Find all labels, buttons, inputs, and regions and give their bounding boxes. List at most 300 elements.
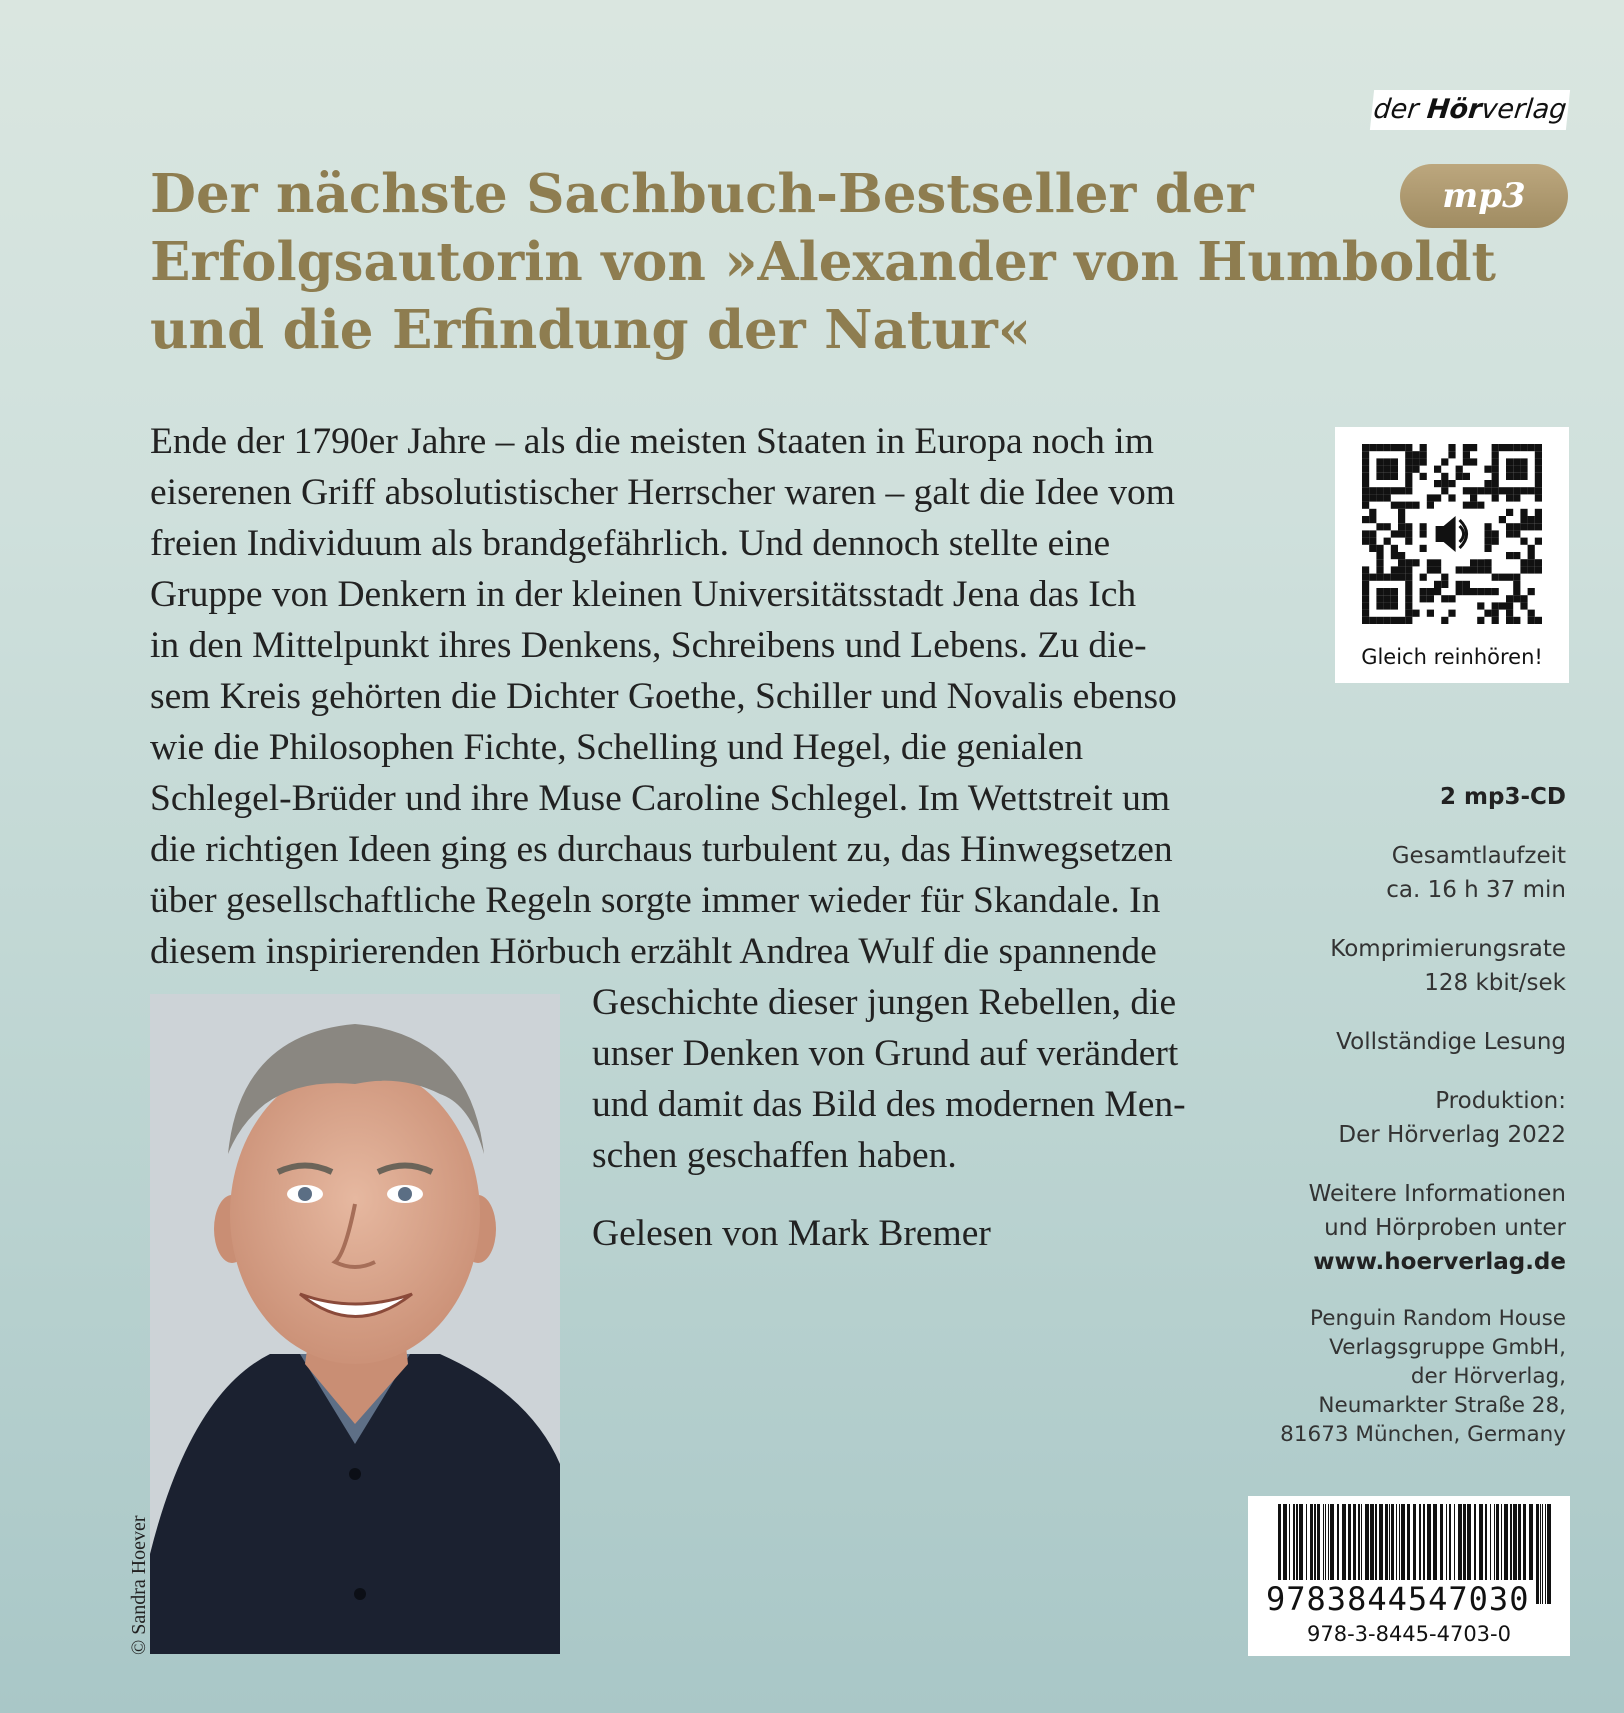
- qr-module: [1398, 574, 1405, 581]
- qr-module: [1376, 566, 1383, 573]
- qr-module: [1369, 509, 1376, 516]
- qr-module: [1528, 552, 1535, 559]
- qr-module: [1528, 610, 1535, 617]
- qr-module: [1520, 509, 1527, 516]
- headline-line: Der nächste Sachbuch-Bestseller der: [150, 163, 1254, 225]
- qr-module: [1441, 480, 1448, 487]
- qr-module: [1477, 487, 1484, 494]
- qr-module: [1448, 494, 1455, 501]
- qr-module: [1463, 588, 1470, 595]
- qr-module: [1391, 444, 1398, 451]
- qr-module: [1420, 473, 1427, 480]
- qr-module: [1369, 530, 1376, 537]
- qr-module: [1376, 466, 1383, 473]
- qr-module: [1376, 444, 1383, 451]
- qr-module: [1520, 473, 1527, 480]
- qr-module: [1484, 523, 1491, 530]
- qr-module: [1362, 566, 1369, 573]
- qr-module: [1477, 502, 1484, 509]
- qr-module: [1499, 516, 1506, 523]
- barcode-bar: [1545, 1504, 1546, 1604]
- qr-module: [1499, 487, 1506, 494]
- qr-module: [1398, 566, 1405, 573]
- qr-module: [1362, 602, 1369, 609]
- qr-module: [1499, 574, 1506, 581]
- qr-module: [1420, 523, 1427, 530]
- qr-module: [1463, 487, 1470, 494]
- qr-module: [1470, 494, 1477, 501]
- qr-module: [1405, 480, 1412, 487]
- qr-module: [1441, 581, 1448, 588]
- qr-module: [1484, 545, 1491, 552]
- qr-module: [1477, 566, 1484, 573]
- qr-module: [1448, 480, 1455, 487]
- qr-module: [1384, 574, 1391, 581]
- qr-module: [1412, 458, 1419, 465]
- description-line: über gesellschaftliche Regeln sorgte immer wieder für Skandale. In: [150, 880, 1161, 921]
- qr-module: [1528, 516, 1535, 523]
- qr-module: [1528, 545, 1535, 552]
- description-line: wie die Philosophen Fichte, Schelling und Hegel, die genialen: [150, 727, 1084, 768]
- qr-module: [1535, 451, 1542, 458]
- barcode-bar: [1547, 1504, 1551, 1604]
- qr-module: [1492, 617, 1499, 624]
- qr-module: [1376, 602, 1383, 609]
- qr-module: [1520, 523, 1527, 530]
- qr-module: [1456, 588, 1463, 595]
- qr-module: [1376, 494, 1383, 501]
- qr-module: [1405, 444, 1412, 451]
- runtime-label: Gesamtlaufzeit: [1391, 843, 1566, 869]
- qr-module: [1506, 602, 1513, 609]
- narrator-photo: [150, 994, 560, 1654]
- qr-module: [1463, 473, 1470, 480]
- qr-module: [1535, 458, 1542, 465]
- qr-module: [1369, 487, 1376, 494]
- qr-caption: Gleich reinhören!: [1361, 645, 1543, 669]
- qr-module: [1369, 545, 1376, 552]
- qr-module: [1492, 494, 1499, 501]
- qr-module: [1405, 588, 1412, 595]
- qr-module: [1484, 487, 1491, 494]
- qr-module: [1528, 617, 1535, 624]
- qr-module: [1412, 559, 1419, 566]
- qr-module: [1405, 487, 1412, 494]
- qr-module: [1376, 458, 1383, 465]
- qr-module: [1405, 523, 1412, 530]
- qr-module: [1362, 451, 1369, 458]
- qr-module: [1405, 602, 1412, 609]
- qr-module: [1398, 617, 1405, 624]
- qr-module: [1470, 588, 1477, 595]
- qr-module: [1448, 595, 1455, 602]
- qr-module: [1484, 610, 1491, 617]
- qr-module: [1513, 473, 1520, 480]
- qr-module: [1528, 588, 1535, 595]
- address-line: 81673 München, Germany: [1280, 1422, 1566, 1447]
- description-continued: [592, 977, 1272, 1181]
- qr-module: [1506, 458, 1513, 465]
- qr-module: [1520, 595, 1527, 602]
- qr-module: [1420, 530, 1427, 537]
- qr-module: [1405, 538, 1412, 545]
- qr-module: [1420, 458, 1427, 465]
- qr-module: [1391, 588, 1398, 595]
- qr-module: [1376, 588, 1383, 595]
- qr-module: [1376, 487, 1383, 494]
- format-label: 2 mp3-CD: [1440, 784, 1566, 810]
- qr-module: [1513, 466, 1520, 473]
- qr-module: [1484, 538, 1491, 545]
- bitrate-label: Komprimierungsrate: [1330, 936, 1566, 962]
- description-line: unser Denken von Grund auf verändert: [592, 1033, 1179, 1074]
- mp3-format-badge: mp3: [1400, 164, 1568, 228]
- qr-module: [1492, 588, 1499, 595]
- qr-module: [1520, 559, 1527, 566]
- qr-module: [1528, 487, 1535, 494]
- qr-module: [1441, 458, 1448, 465]
- qr-module: [1384, 617, 1391, 624]
- qr-module: [1376, 545, 1383, 552]
- qr-module: [1420, 444, 1427, 451]
- qr-module: [1369, 574, 1376, 581]
- qr-module: [1441, 473, 1448, 480]
- qr-module: [1513, 487, 1520, 494]
- qr-module: [1513, 530, 1520, 537]
- qr-module: [1362, 502, 1369, 509]
- qr-module: [1492, 602, 1499, 609]
- qr-module: [1398, 502, 1405, 509]
- qr-module: [1384, 458, 1391, 465]
- qr-module: [1506, 494, 1513, 501]
- qr-module: [1362, 581, 1369, 588]
- qr-module: [1448, 451, 1455, 458]
- qr-module: [1528, 444, 1535, 451]
- qr-code[interactable]: [1335, 427, 1569, 637]
- qr-module: [1412, 610, 1419, 617]
- qr-module: [1506, 466, 1513, 473]
- description-line: Geschichte dieser jungen Rebellen, die: [592, 982, 1177, 1023]
- qr-module: [1376, 473, 1383, 480]
- qr-module: [1506, 509, 1513, 516]
- qr-module: [1506, 444, 1513, 451]
- qr-module: [1412, 502, 1419, 509]
- qr-module: [1484, 559, 1491, 566]
- qr-module: [1513, 458, 1520, 465]
- qr-module: [1506, 595, 1513, 602]
- qr-code-panel[interactable]: [1335, 427, 1569, 683]
- qr-module: [1463, 566, 1470, 573]
- qr-module: [1492, 466, 1499, 473]
- speaker-icon: [1427, 509, 1485, 559]
- qr-module: [1391, 545, 1398, 552]
- qr-module: [1463, 451, 1470, 458]
- qr-module: [1535, 538, 1542, 545]
- qr-module: [1405, 610, 1412, 617]
- qr-module: [1405, 581, 1412, 588]
- qr-module: [1528, 566, 1535, 573]
- qr-module: [1427, 502, 1434, 509]
- qr-module: [1362, 466, 1369, 473]
- qr-module: [1535, 473, 1542, 480]
- qr-module: [1398, 559, 1405, 566]
- headline-line: Erfolgsautorin von »Alexander von Humboldt: [150, 231, 1497, 293]
- runtime-value: ca. 16 h 37 min: [1386, 877, 1566, 903]
- qr-module: [1528, 559, 1535, 566]
- edition-label: Vollständige Lesung: [1336, 1029, 1566, 1055]
- qr-module: [1434, 588, 1441, 595]
- qr-module: [1535, 487, 1542, 494]
- qr-module: [1391, 502, 1398, 509]
- qr-module: [1398, 516, 1405, 523]
- description-line: die richtigen Ideen ging es durchaus turbulent zu, das Hinwegsetzen: [150, 829, 1173, 870]
- qr-module: [1506, 552, 1513, 559]
- qr-module: [1535, 566, 1542, 573]
- address-line: Penguin Random House: [1310, 1306, 1566, 1331]
- description-line: in den Mittelpunkt ihres Denkens, Schreibens und Lebens. Zu die-: [150, 625, 1147, 666]
- qr-module: [1369, 516, 1376, 523]
- qr-module: [1405, 473, 1412, 480]
- qr-module: [1384, 444, 1391, 451]
- qr-module: [1362, 610, 1369, 617]
- qr-module: [1405, 466, 1412, 473]
- qr-module: [1391, 617, 1398, 624]
- qr-module: [1362, 588, 1369, 595]
- ean-number: 9783844547030: [1262, 1580, 1533, 1618]
- qr-module: [1412, 466, 1419, 473]
- qr-module: [1441, 595, 1448, 602]
- qr-module: [1398, 552, 1405, 559]
- description-line: freien Individuum als brandgefährlich. Und dennoch stellte eine: [150, 523, 1111, 564]
- isbn-number: 978-3-8445-4703-0: [1306, 1622, 1511, 1646]
- qr-module: [1470, 566, 1477, 573]
- qr-module: [1470, 487, 1477, 494]
- qr-module: [1506, 473, 1513, 480]
- qr-module: [1477, 588, 1484, 595]
- qr-module: [1391, 602, 1398, 609]
- qr-module: [1362, 458, 1369, 465]
- qr-module: [1513, 588, 1520, 595]
- qr-module: [1535, 480, 1542, 487]
- qr-module: [1398, 530, 1405, 537]
- qr-module: [1362, 444, 1369, 451]
- qr-module: [1405, 502, 1412, 509]
- info-line: und Hörproben unter: [1324, 1215, 1566, 1241]
- qr-module: [1405, 451, 1412, 458]
- qr-module: [1376, 595, 1383, 602]
- barcode-bar: [1540, 1504, 1541, 1604]
- qr-module: [1456, 566, 1463, 573]
- product-details: [1246, 780, 1566, 1474]
- qr-module: [1384, 523, 1391, 530]
- qr-module: [1412, 451, 1419, 458]
- qr-module: [1398, 523, 1405, 530]
- qr-module: [1391, 487, 1398, 494]
- qr-module: [1492, 610, 1499, 617]
- qr-module: [1362, 487, 1369, 494]
- qr-module: [1362, 595, 1369, 602]
- qr-module: [1434, 480, 1441, 487]
- qr-module: [1434, 566, 1441, 573]
- qr-module: [1369, 444, 1376, 451]
- qr-module: [1477, 617, 1484, 624]
- barcode-panel: [1248, 1496, 1570, 1656]
- qr-module: [1520, 566, 1527, 573]
- qr-module: [1520, 538, 1527, 545]
- description-line: Schlegel-Brüder und ihre Muse Caroline Schlegel. Im Wettstreit um: [150, 778, 1171, 819]
- qr-module: [1369, 494, 1376, 501]
- qr-module: [1405, 617, 1412, 624]
- qr-module: [1391, 552, 1398, 559]
- qr-module: [1376, 523, 1383, 530]
- qr-module: [1492, 451, 1499, 458]
- qr-module: [1492, 487, 1499, 494]
- qr-module: [1398, 444, 1405, 451]
- qr-module: [1484, 530, 1491, 537]
- address-line: Verlagsgruppe GmbH,: [1329, 1335, 1566, 1360]
- qr-module: [1376, 617, 1383, 624]
- qr-module: [1499, 444, 1506, 451]
- qr-module: [1456, 466, 1463, 473]
- qr-module: [1391, 473, 1398, 480]
- qr-module: [1384, 538, 1391, 545]
- qr-module: [1535, 516, 1542, 523]
- description-line: Ende der 1790er Jahre – als die meisten Staaten in Europa noch im: [150, 421, 1154, 462]
- qr-module: [1420, 451, 1427, 458]
- qr-module: [1398, 487, 1405, 494]
- qr-module: [1513, 444, 1520, 451]
- qr-module: [1535, 523, 1542, 530]
- qr-module: [1362, 473, 1369, 480]
- qr-module: [1535, 444, 1542, 451]
- qr-module: [1484, 588, 1491, 595]
- qr-module: [1391, 574, 1398, 581]
- qr-module: [1470, 502, 1477, 509]
- qr-module: [1520, 458, 1527, 465]
- qr-module: [1362, 516, 1369, 523]
- narrator-credit: Gelesen von Mark Bremer: [592, 1213, 991, 1254]
- qr-module: [1441, 574, 1448, 581]
- qr-module: [1369, 538, 1376, 545]
- production-value: Der Hörverlag 2022: [1338, 1122, 1566, 1148]
- qr-module: [1448, 610, 1455, 617]
- qr-module: [1427, 494, 1434, 501]
- qr-module: [1470, 444, 1477, 451]
- barcode-bar: [1542, 1504, 1543, 1604]
- qr-module: [1463, 581, 1470, 588]
- bitrate-value: 128 kbit/sek: [1424, 970, 1566, 996]
- qr-module: [1513, 595, 1520, 602]
- qr-module: [1384, 595, 1391, 602]
- qr-module: [1376, 559, 1383, 566]
- qr-module: [1535, 559, 1542, 566]
- qr-module: [1398, 509, 1405, 516]
- qr-module: [1492, 473, 1499, 480]
- qr-module: [1477, 602, 1484, 609]
- qr-module: [1391, 466, 1398, 473]
- qr-module: [1376, 552, 1383, 559]
- publisher-logo: der Hörverlag: [1370, 90, 1570, 130]
- qr-module: [1384, 494, 1391, 501]
- qr-module: [1362, 480, 1369, 487]
- qr-module: [1506, 487, 1513, 494]
- description-line: eiserenen Griff absolutistischer Herrscher waren – galt die Idee vom: [150, 472, 1175, 513]
- qr-module: [1362, 530, 1369, 537]
- qr-module: [1477, 559, 1484, 566]
- qr-module: [1492, 574, 1499, 581]
- qr-module: [1484, 466, 1491, 473]
- website-link[interactable]: www.hoerverlag.de: [1313, 1249, 1566, 1275]
- portrait-illustration: [150, 994, 560, 1654]
- description-line: sem Kreis gehörten die Dichter Goethe, Schiller und Novalis ebenso: [150, 676, 1177, 717]
- qr-module: [1506, 617, 1513, 624]
- qr-module: [1513, 552, 1520, 559]
- qr-module: [1427, 566, 1434, 573]
- qr-module: [1513, 581, 1520, 588]
- qr-module: [1492, 538, 1499, 545]
- qr-module: [1420, 595, 1427, 602]
- qr-module: [1427, 610, 1434, 617]
- qr-module: [1362, 494, 1369, 501]
- description: [150, 416, 1260, 977]
- qr-module: [1405, 458, 1412, 465]
- qr-module: [1520, 466, 1527, 473]
- qr-module: [1420, 574, 1427, 581]
- qr-module: [1506, 523, 1513, 530]
- qr-module: [1463, 444, 1470, 451]
- qr-module: [1506, 574, 1513, 581]
- qr-module: [1520, 444, 1527, 451]
- description-line: und damit das Bild des modernen Men-: [592, 1084, 1186, 1125]
- qr-module: [1405, 566, 1412, 573]
- qr-module: [1384, 466, 1391, 473]
- photo-credit: © Sandra Hoever: [128, 1515, 150, 1655]
- qr-module: [1463, 502, 1470, 509]
- qr-module: [1369, 617, 1376, 624]
- qr-module: [1492, 530, 1499, 537]
- qr-module: [1535, 509, 1542, 516]
- qr-module: [1492, 444, 1499, 451]
- qr-module: [1427, 559, 1434, 566]
- description-line: diesem inspirierenden Hörbuch erzählt Andrea Wulf die spannende: [150, 931, 1157, 972]
- qr-module: [1484, 566, 1491, 573]
- qr-module: [1513, 617, 1520, 624]
- qr-module: [1362, 538, 1369, 545]
- qr-module: [1434, 581, 1441, 588]
- qr-module: [1520, 487, 1527, 494]
- qr-module: [1448, 444, 1455, 451]
- qr-module: [1499, 602, 1506, 609]
- qr-module: [1362, 574, 1369, 581]
- qr-module: [1384, 588, 1391, 595]
- qr-module: [1391, 595, 1398, 602]
- qr-module: [1535, 466, 1542, 473]
- qr-module: [1362, 617, 1369, 624]
- address-line: der Hörverlag,: [1410, 1364, 1566, 1389]
- barcode-bar: [1536, 1504, 1539, 1604]
- production-label: Produktion:: [1435, 1088, 1566, 1114]
- qr-module: [1427, 588, 1434, 595]
- qr-module: [1506, 530, 1513, 537]
- qr-module: [1520, 516, 1527, 523]
- qr-module: [1520, 602, 1527, 609]
- qr-module: [1484, 480, 1491, 487]
- qr-module: [1384, 473, 1391, 480]
- qr-module: [1535, 494, 1542, 501]
- qr-module: [1391, 530, 1398, 537]
- qr-module: [1434, 494, 1441, 501]
- qr-module: [1441, 487, 1448, 494]
